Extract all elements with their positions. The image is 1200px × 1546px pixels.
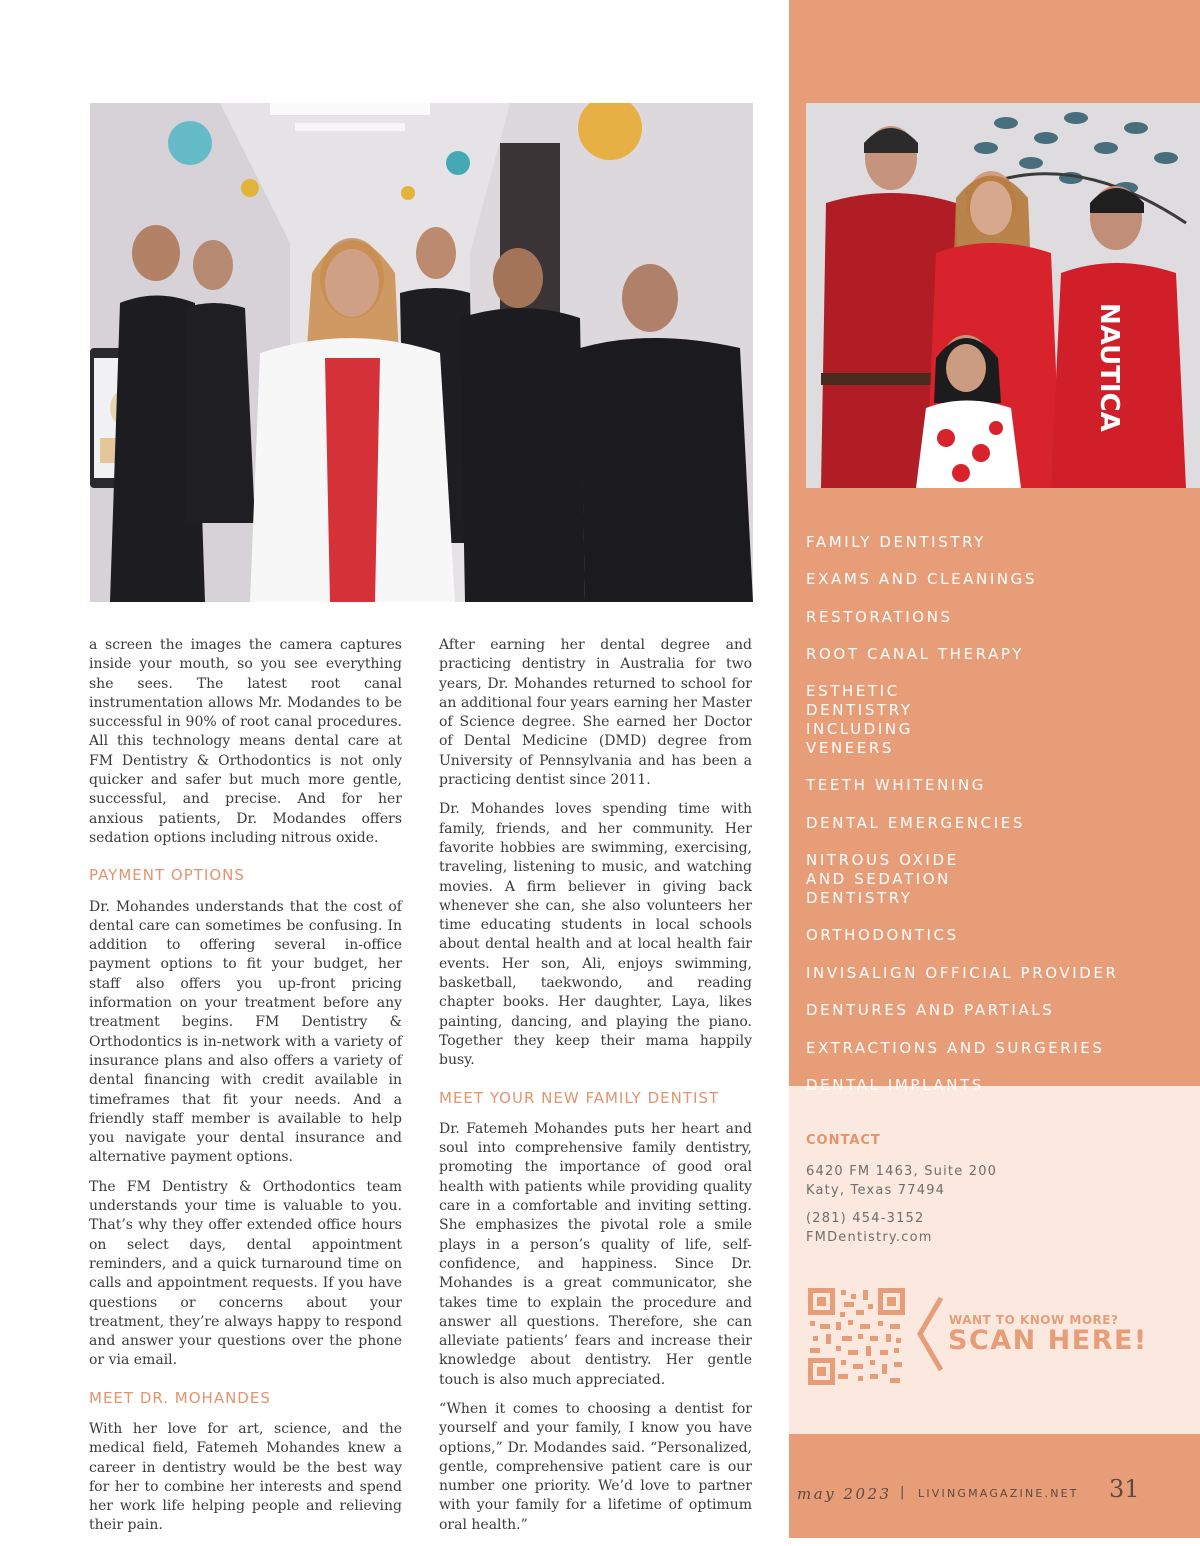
- service-item: DENTAL EMERGENCIES: [806, 814, 1025, 832]
- article-column-left: [89, 636, 402, 1546]
- paragraph: With her love for art, science, and the medical field, Fatemeh Mohandes knew a career in dentistry would be the best way for her to combine her interests and spend her work life helping people and relieving their pain.: [89, 1420, 402, 1534]
- contact-address-line1: 6420 FM 1463, Suite 200: [806, 1164, 998, 1179]
- qr-code-icon[interactable]: [808, 1288, 905, 1385]
- paragraph: Dr. Mohandes understands that the cost of dental care can sometimes be confusing. In addition to offering several in-office payment options to fit your budget, her staff also offers you up-front pricing information on your treatment before any treatment begins. FM Dentistry & Orthodontics is in-network with a variety of insurance plans and also offers a variety of dental financing with credit available in timeframes that fit your needs. And a friendly staff member is available to help you navigate your dental insurance and alternative payment options.: [89, 898, 402, 1166]
- contact-heading: CONTACT: [806, 1133, 881, 1148]
- services-list: [806, 533, 1186, 1095]
- section-heading-new-dentist: MEET YOUR NEW FAMILY DENTIST: [439, 1088, 720, 1107]
- service-item: DENTURES AND PARTIALS: [806, 1001, 1055, 1019]
- service-item: DENTAL IMPLANTS: [806, 1076, 984, 1094]
- paragraph: a screen the images the camera captures inside your mouth, so you see everything she sees. The latest root canal instrumentation allows Mr. Modandes to be successful in 90% of root canal procedures. All this technology means dental care at FM Dentistry & Orthodontics is not only quicker and safer but much more gentle, successful, and precise. And for her anxious patients, Dr. Modandes offers sedation options including nitrous oxide.: [89, 637, 402, 846]
- footer-website: LIVINGMAGAZINE.NET: [918, 1487, 1079, 1500]
- service-item: EXAMS AND CLEANINGS: [806, 570, 1038, 588]
- service-item: ROOT CANAL THERAPY: [806, 645, 1024, 663]
- scan-prompt-small: WANT TO KNOW MORE?: [949, 1313, 1119, 1327]
- contact-address-line2: Katy, Texas 77494: [806, 1183, 946, 1198]
- paragraph: The FM Dentistry & Orthodontics team understands your time is valuable to you. That’s why they offer extended office hours on select days, dental appointment reminders, and a quick turnaround time on calls and appointment requests. If you have questions or concerns about your treatment, they’re always happy to respond and answer your questions over the phone or via email.: [89, 1178, 402, 1369]
- service-item: EXTRACTIONS AND SURGERIES: [806, 1039, 1105, 1057]
- footer-separator: |: [900, 1485, 905, 1500]
- paragraph: Dr. Mohandes loves spending time with family, friends, and her community. Her favorite hobbies are swimming, exercising, traveling, listening to music, and watching movies. A firm believer in giving back whenever she can, she also volunteers her time educating students in local schools about dental health and at local health fair events. Her son, Ali, enjoys swimming, basketball, taekwondo, and reading chapter books. Her daughter, Laya, likes painting, dancing, and playing the piano. Together they keep their mama happily busy.: [439, 801, 752, 1069]
- service-item: ORTHODONTICS: [806, 926, 959, 944]
- service-item: ESTHETIC DENTISTRY INCLUDING VENEERS: [806, 682, 913, 757]
- contact-block: [806, 1133, 1186, 1247]
- chevron-left-icon: [915, 1296, 945, 1376]
- article-column-right: [439, 636, 752, 1545]
- family-photo: [806, 103, 1200, 488]
- paragraph: After earning her dental degree and practicing dentistry in Australia for two years, Dr. Mohandes returned to school for an additional four years earning her Master of Science degree. She earned her Doctor of Dental Medicine (DMD) degree from University of Pennsylvania and has been a practicing dentist since 2011.: [439, 637, 752, 789]
- scan-prompt-big: SCAN HERE!: [948, 1325, 1148, 1356]
- page-number: 31: [1109, 1475, 1140, 1503]
- service-item: FAMILY DENTISTRY: [806, 533, 986, 551]
- paragraph: Dr. Fatemeh Mohandes puts her heart and soul into comprehensive family dentistry, promoting the importance of good oral health with patients while providing quality care in a comfortable and inviting setting. She emphasizes the pivotal role a smile plays in a person’s quality of life, self-confidence, and happiness. Since Dr. Mohandes is a great communicator, she takes time to explain the procedure and answer all questions. Therefore, she can alleviate patients’ fears and increase their knowledge about dentistry. Her gentle touch is also much appreciated.: [439, 1120, 752, 1388]
- paragraph: “When it comes to choosing a dentist for yourself and your family, I know you have options,” Dr. Modandes said. “Personalized, gentle, comprehensive patient care is our number one priority. We’d love to partner with your family for a lifetime of optimum oral health.”: [439, 1400, 752, 1533]
- footer-issue-date: may 2023: [797, 1485, 892, 1503]
- service-item: NITROUS OXIDE AND SEDATION DENTISTRY: [806, 851, 959, 907]
- contact-phone[interactable]: (281) 454-3152: [806, 1211, 925, 1226]
- service-item: RESTORATIONS: [806, 608, 953, 626]
- contact-website[interactable]: FMDentistry.com: [806, 1230, 933, 1245]
- section-heading-payment: PAYMENT OPTIONS: [89, 866, 245, 885]
- section-heading-meet: MEET DR. MOHANDES: [89, 1388, 271, 1407]
- service-item: TEETH WHITENING: [806, 776, 986, 794]
- shirt-print-text: NAUTICA: [1094, 303, 1124, 432]
- service-item: INVISALIGN OFFICIAL PROVIDER: [806, 964, 1119, 982]
- team-photo: [90, 103, 753, 602]
